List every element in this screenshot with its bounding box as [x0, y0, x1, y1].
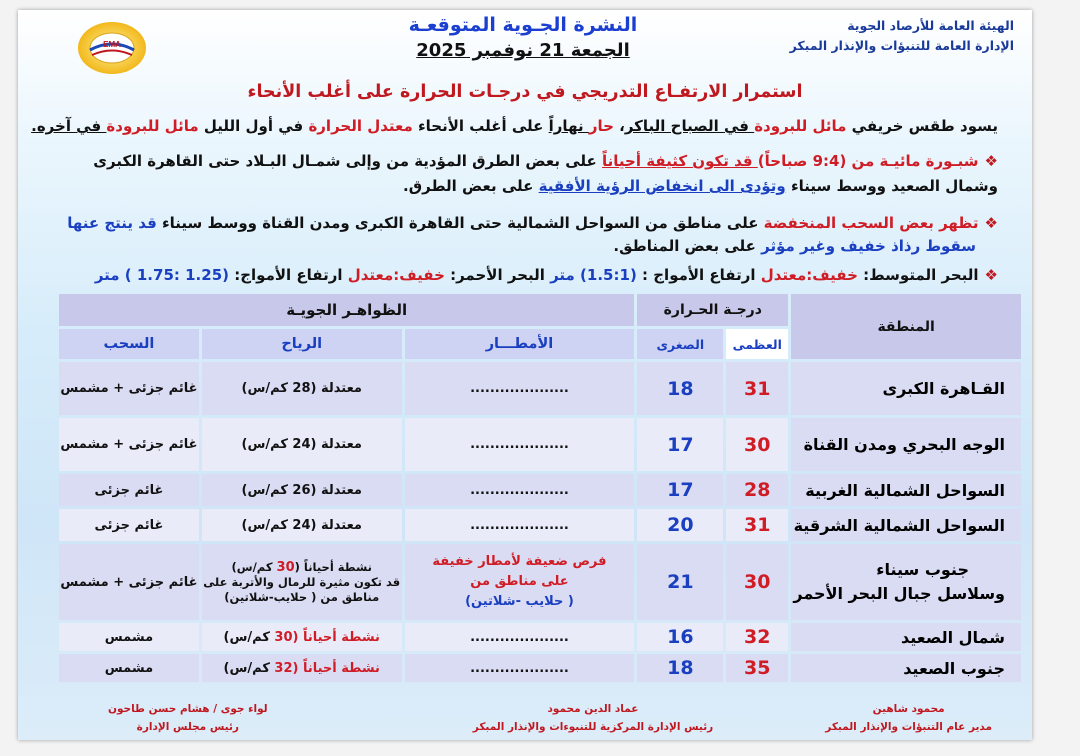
- bullet-icon: ❖: [984, 266, 998, 284]
- phenomena-header: الظواهـر الجويـة: [59, 294, 634, 326]
- max-temp: 28: [726, 474, 788, 506]
- max-temp: 30: [726, 544, 788, 620]
- table-row: [59, 654, 1021, 682]
- cloud-header: السحب: [59, 329, 199, 359]
- bulletin-page: [18, 10, 1032, 740]
- temp-header: درجـة الحـرارة: [637, 294, 788, 326]
- bullet-icon: ❖: [984, 214, 998, 232]
- cloud-cell: غائم جزئى + مشمس: [59, 362, 199, 415]
- max-temp: 30: [726, 418, 788, 471]
- min-temp: 21: [637, 544, 723, 620]
- region-cell: السواحل الشمالية الشرقية: [791, 509, 1021, 541]
- region-cell: الوجه البحري ومدن القناة: [791, 418, 1021, 471]
- rain-cell: فرص ضعيفة لأمطار خفيفة على مناطق من ( حلايب -شلاتين): [405, 544, 635, 620]
- min-temp: 20: [637, 509, 723, 541]
- wind-cell: معتدلة (28 كم/س): [202, 362, 402, 415]
- summary-line: يسود طقس خريفي مائل للبرودة في الصباح الباكر، حار نهاراً على أغلب الأنحاء معتدل الحرارة في أول الليل مائل للبرودة في آخره.: [31, 117, 998, 135]
- page-title: النشرة الجـوية المتوقعـة: [408, 14, 638, 36]
- bulletin-date: الجمعة 21 نوفمبر 2025: [416, 40, 630, 61]
- region-cell: جنوب سيناء وسلاسل جبال البحر الأحمر: [791, 544, 1021, 620]
- max-temp: 32: [726, 623, 788, 651]
- table-row: [59, 509, 1021, 541]
- forecast-table: [56, 291, 1024, 685]
- cloud-cell: مشمس: [59, 654, 199, 682]
- cloud-bullet-line-1: ❖تظهر بعض السحب المنخفضة على مناطق من السواحل الشمالية حتى القاهرة الكبرى ومدن القناة ووسط سيناء قد ينتج عنها: [67, 214, 998, 232]
- signature-left: لواء جوى / هشام حسن طاحون رئيس مجلس الإدارة: [108, 703, 268, 733]
- min-temp: 17: [637, 418, 723, 471]
- cloud-bullet-line-2: سقوط رذاذ خفيف وغير مؤثر على بعض المناطق.: [613, 237, 976, 255]
- wind-cell: نشطة أحياناً (32 كم/س): [202, 654, 402, 682]
- wind-cell: معتدلة (26 كم/س): [202, 474, 402, 506]
- wind-cell: معتدلة (24 كم/س): [202, 509, 402, 541]
- ema-logo-icon: [76, 20, 148, 76]
- rain-header: الأمطـــار: [405, 329, 635, 359]
- min-temp: 18: [637, 654, 723, 682]
- agency-name: [790, 16, 1014, 56]
- region-cell: السواحل الشمالية الغربية: [791, 474, 1021, 506]
- agency-line-1: الهيئة العامة للأرصاد الجوية: [847, 18, 1014, 33]
- rain-cell: ....................: [405, 654, 635, 682]
- cloud-cell: غائم جزئى: [59, 509, 199, 541]
- max-header: العظمى: [726, 329, 788, 359]
- cloud-cell: مشمس: [59, 623, 199, 651]
- min-temp: 18: [637, 362, 723, 415]
- rain-cell: ....................: [405, 474, 635, 506]
- cloud-cell: غائم جزئى: [59, 474, 199, 506]
- wind-cell: نشطة أحياناً (30 كم/س): [202, 623, 402, 651]
- table-row: [59, 544, 1021, 620]
- max-temp: 35: [726, 654, 788, 682]
- region-cell: القـاهرة الكبرى: [791, 362, 1021, 415]
- wind-cell: معتدلة (24 كم/س): [202, 418, 402, 471]
- rain-cell: ....................: [405, 509, 635, 541]
- min-temp: 16: [637, 623, 723, 651]
- region-header: المنطقة: [791, 294, 1021, 359]
- sea-bullet-line: ❖البحر المتوسط: خفيف:معتدل ارتفاع الأمواج : (1.5:1) متر البحر الأحمر: خفيف:معتدل ارتفاع الأمواج: (1.25 :1.75 ) متر: [94, 266, 998, 284]
- table-row: [59, 362, 1021, 415]
- rain-cell: ....................: [405, 362, 635, 415]
- region-cell: جنوب الصعيد: [791, 654, 1021, 682]
- fog-bullet-line-1: ❖شبـورة مائيـة من (9:4 صباحاً) قد تكون كثيفة أحياناً على بعض الطرق المؤدية من وإلى شمـال البـلاد حتى القاهرة الكبرى: [93, 152, 998, 170]
- title-block: [358, 12, 688, 64]
- bullet-icon: ❖: [984, 152, 998, 170]
- rain-cell: ....................: [405, 418, 635, 471]
- cloud-cell: غائم جزئى + مشمس: [59, 418, 199, 471]
- max-temp: 31: [726, 509, 788, 541]
- agency-line-2: الإدارة العامة للتنبؤات والإنذار المبكر: [789, 38, 1014, 53]
- fog-bullet-line-2: وشمال الصعيد ووسط سيناء وتؤدى الى انخفاض الرؤية الأفقية على بعض الطرق.: [403, 177, 998, 195]
- wind-cell: نشطة أحياناً (30 كم/س) قد تكون مثيرة للرمال والأتربة على مناطق من ( حلايب-شلاتين): [202, 544, 402, 620]
- min-header: الصغرى: [637, 329, 723, 359]
- table-row: [59, 474, 1021, 506]
- rain-cell: ....................: [405, 623, 635, 651]
- signature-center: عماد الدين محمود رئيس الإدارة المركزية للتنبوءات والإنذار المبكر: [472, 703, 714, 733]
- logo-text: EMA: [103, 40, 121, 49]
- table-row: [59, 623, 1021, 651]
- cloud-cell: غائم جزئى + مشمس: [59, 544, 199, 620]
- wind-header: الرياح: [202, 329, 402, 359]
- max-temp: 31: [726, 362, 788, 415]
- signature-right: محمود شاهين مدير عام التنبؤات والإنذار المبكر: [825, 703, 992, 733]
- table-row: [59, 418, 1021, 471]
- min-temp: 17: [637, 474, 723, 506]
- headline: استمرار الارتفـاع التدريجي في درجـات الحرارة على أغلب الأنحاء: [247, 82, 803, 102]
- region-cell: شمال الصعيد: [791, 623, 1021, 651]
